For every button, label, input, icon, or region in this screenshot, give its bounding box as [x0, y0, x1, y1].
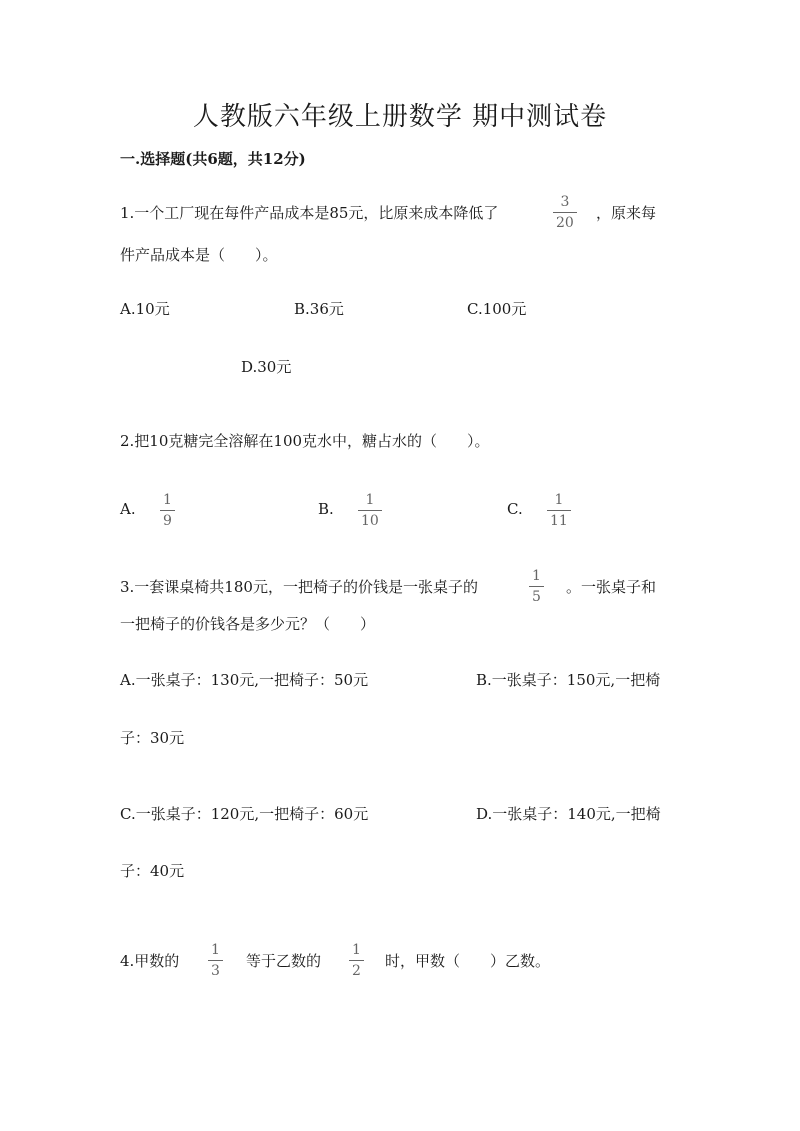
- page-title: 人教版六年级上册数学 期中测试卷: [192, 102, 608, 132]
- option-c: C.一张桌子：120元,一把椅子：60元: [120, 805, 369, 823]
- fraction-numerator: 3: [560, 194, 570, 210]
- option-c: C.100元: [467, 300, 527, 318]
- question-1-text-line2: 件产品成本是（ ）。: [120, 246, 278, 264]
- section-heading: 一.选择题(共6题，共12分): [120, 150, 306, 168]
- fraction-numerator: 1: [163, 492, 172, 508]
- fraction: [529, 569, 544, 604]
- option-b-cont: 子：30元: [120, 729, 185, 747]
- fraction-denominator: 2: [352, 963, 361, 979]
- option-d: D.一张桌子：140元,一把椅: [476, 805, 661, 823]
- question-4-text-end: 时，甲数（ ）乙数。: [385, 952, 551, 970]
- fraction: [553, 195, 577, 230]
- question-4-text: 4.甲数的: [120, 952, 180, 970]
- option-b: B.36元: [294, 300, 344, 318]
- option-d: D.30元: [241, 358, 292, 376]
- option-d-cont: 子：40元: [120, 862, 185, 880]
- question-1-text-cont: ，原来每: [596, 204, 657, 222]
- fraction: [349, 943, 364, 978]
- fraction: [208, 943, 223, 978]
- fraction-denominator: 11: [550, 513, 568, 529]
- question-4-text-mid: 等于乙数的: [246, 952, 322, 970]
- fraction-denominator: 20: [556, 215, 574, 231]
- fraction: [547, 493, 571, 528]
- question-3-text-cont: 。一张桌子和: [566, 578, 657, 596]
- option-a: A.10元: [120, 300, 170, 318]
- fraction-numerator: 1: [532, 568, 541, 584]
- option-a-label: A.: [120, 500, 136, 518]
- fraction-numerator: 1: [365, 492, 375, 508]
- fraction: [358, 493, 382, 528]
- option-b: B.一张桌子：150元,一把椅: [476, 671, 661, 689]
- fraction-denominator: 9: [163, 513, 172, 529]
- question-1-text: 1.一个工厂现在每件产品成本是85元，比原来成本降低了: [120, 204, 499, 222]
- option-a: A.一张桌子：130元,一把椅子：50元: [120, 671, 369, 689]
- fraction-numerator: 1: [211, 942, 220, 958]
- fraction: [160, 493, 175, 528]
- question-3-text-line2: 一把椅子的价钱各是多少元？（ ）: [120, 615, 376, 633]
- fraction-denominator: 5: [532, 589, 541, 605]
- fraction-numerator: 1: [554, 492, 564, 508]
- question-3-text: 3.一套课桌椅共180元，一把椅子的价钱是一张桌子的: [120, 578, 478, 596]
- fraction-denominator: 10: [361, 513, 379, 529]
- fraction-numerator: 1: [352, 942, 361, 958]
- question-2-text: 2.把10克糖完全溶解在100克水中，糖占水的（ ）。: [120, 432, 490, 450]
- option-c-label: C.: [507, 500, 523, 518]
- fraction-denominator: 3: [211, 963, 220, 979]
- option-b-label: B.: [318, 500, 334, 518]
